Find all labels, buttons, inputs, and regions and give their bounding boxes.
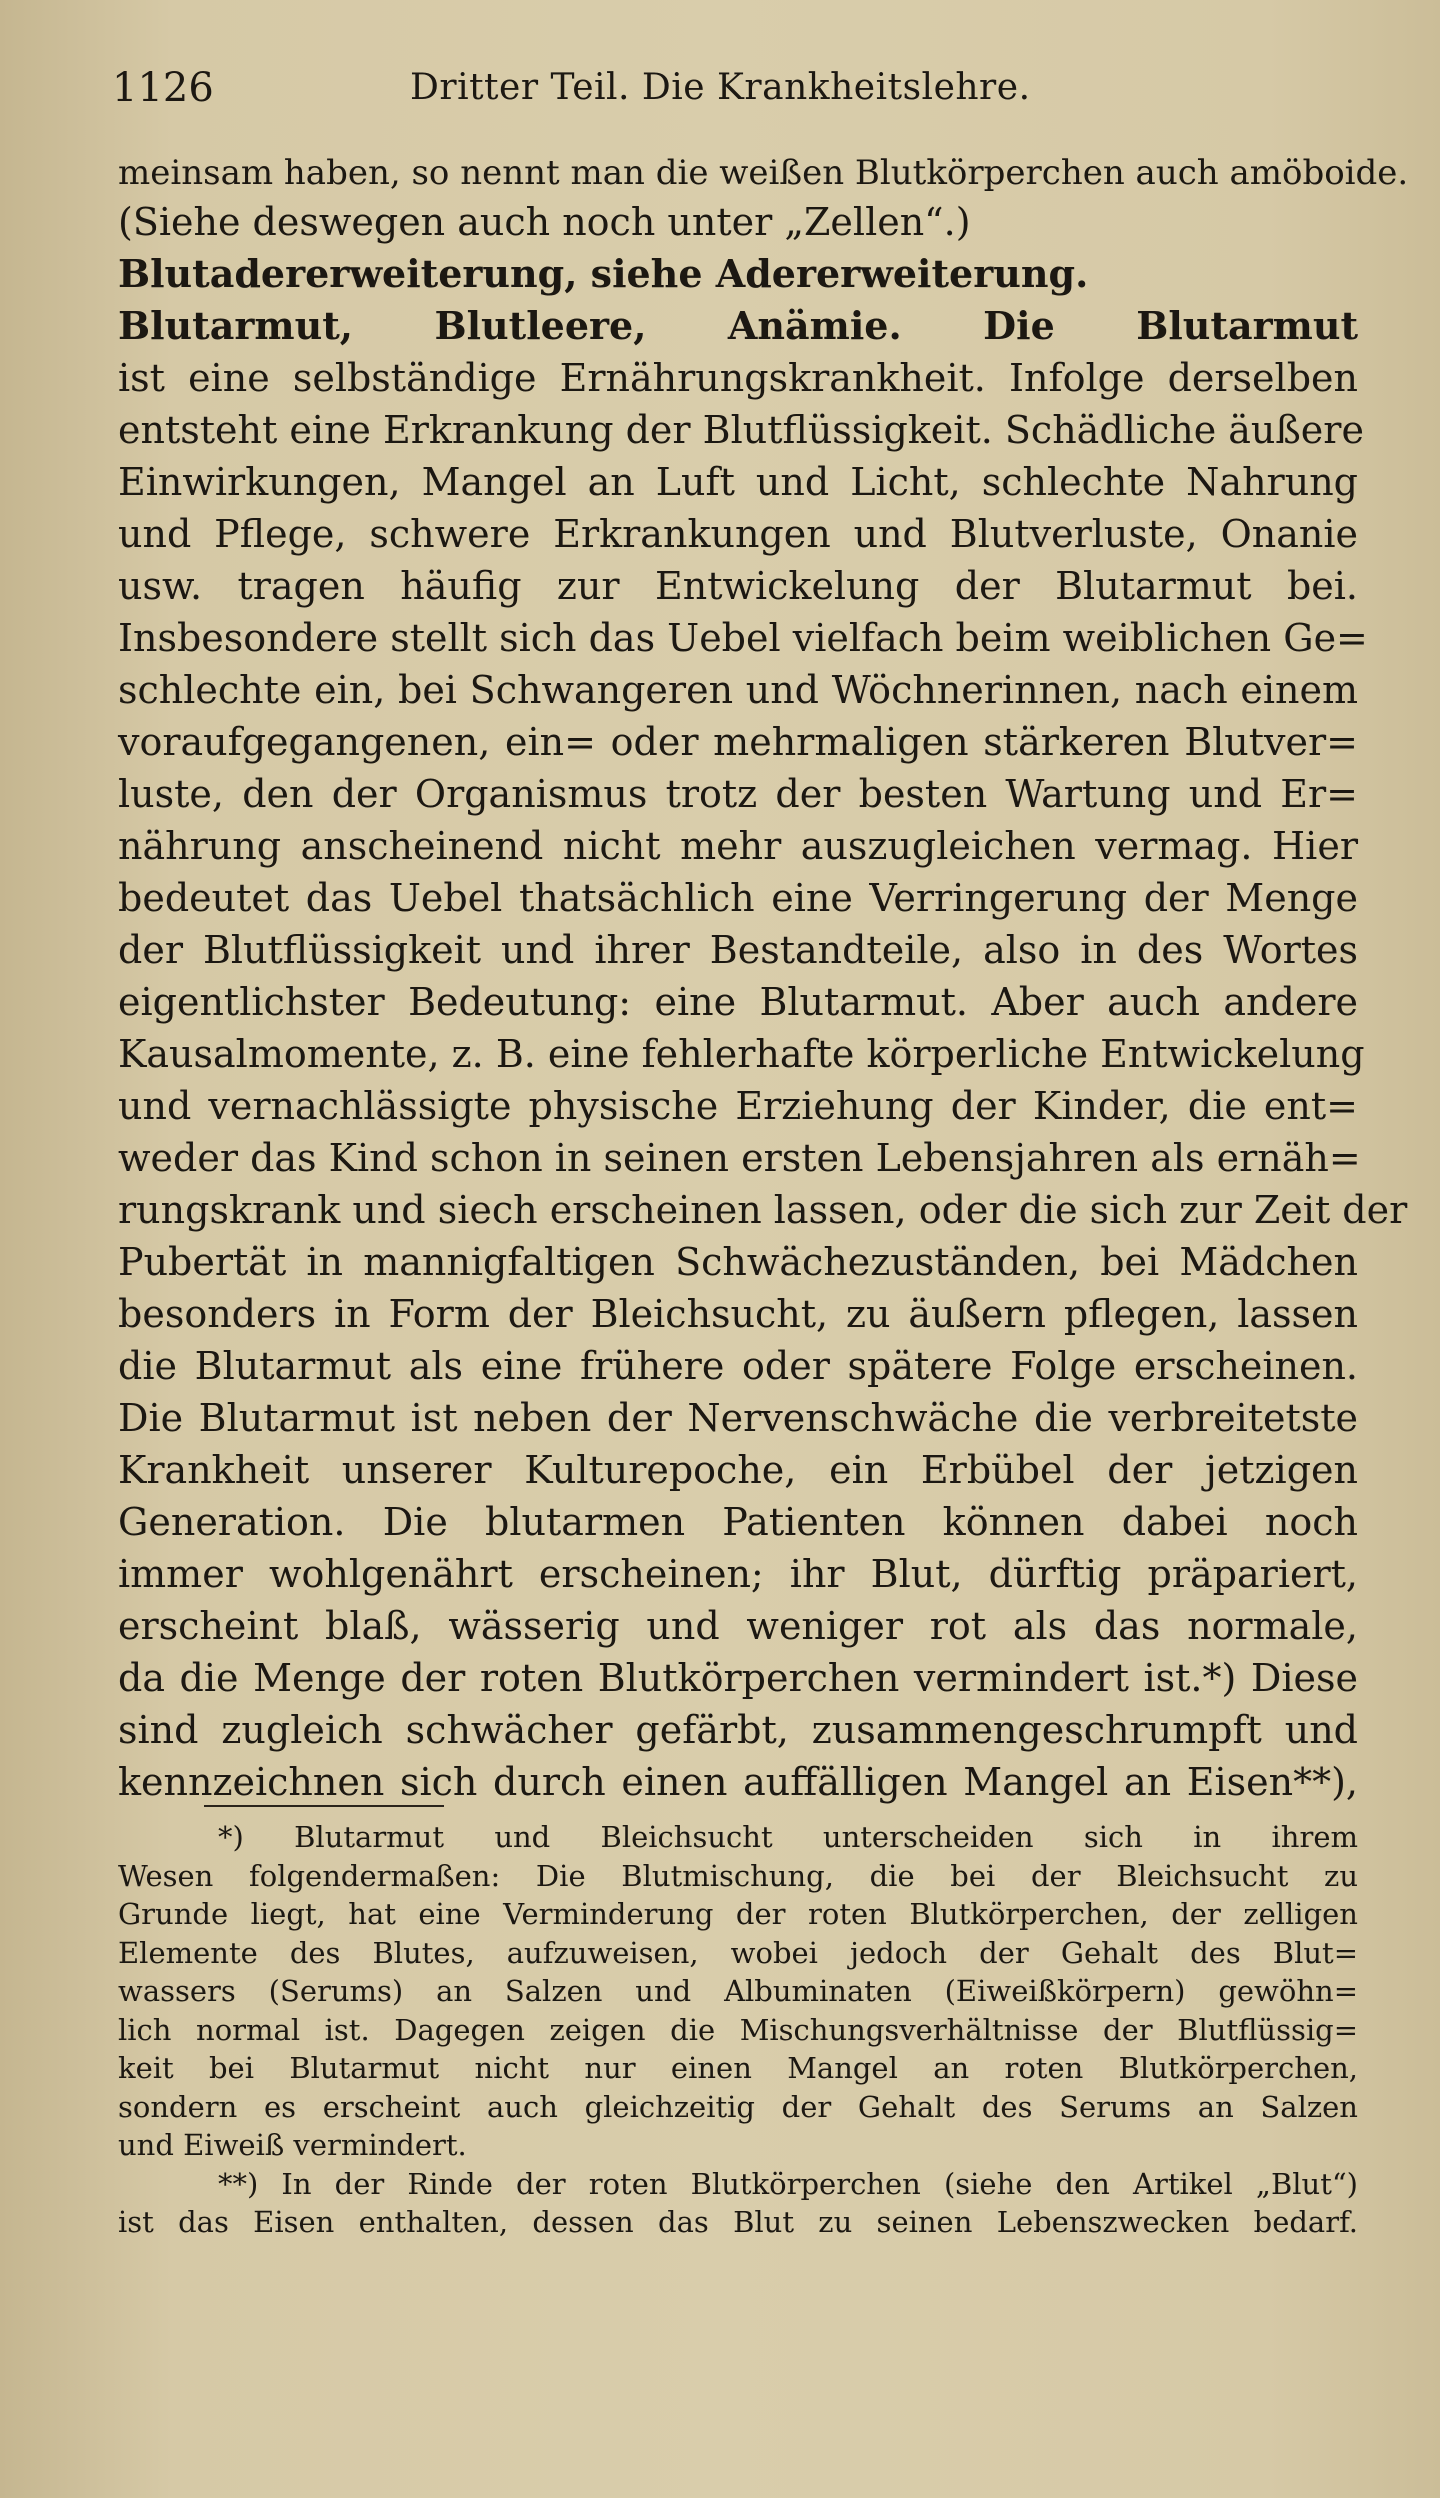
footnote-line: sondern es erscheint auch gleichzeitig der Gehalt des Serums an Salzen [118,2089,1358,2124]
text-line: nährung anscheinend nicht mehr auszugleichen vermag. Hier [118,824,1358,868]
text-line: Pubertät in mannigfaltigen Schwächezuständen, bei Mädchen [118,1240,1358,1284]
text-line: Die Blutarmut ist neben der Nervenschwäche die verbreitetste [118,1396,1358,1440]
main-text [118,150,1409,1808]
footnotes [118,1818,1358,2242]
text-line: besonders in Form der Bleichsucht, zu äußern pflegen, lassen [118,1292,1358,1336]
text-line: Kausalmomente, z. B. eine fehlerhafte körperliche Entwickelung [118,1032,1365,1076]
entry-heading: Blutadererweiterung, siehe Adererweiterung. [118,251,1089,296]
text-line: bedeutet das Uebel thatsächlich eine Verringerung der Menge [118,876,1358,920]
text-line: meinsam haben, so nennt man die weißen Blutkörperchen auch amöboide. [118,153,1409,193]
footnote-line: ist das Eisen enthalten, dessen das Blut zu seinen Lebenszwecken bedarf. [118,2205,1358,2239]
footnote-divider [204,1805,444,1807]
footnote-line: lich normal ist. Dagegen zeigen die Mischungsverhältnisse der Blutflüssig= [118,2012,1358,2047]
text-line: voraufgegangenen, ein= oder mehrmaligen stärkeren Blutver= [118,720,1358,764]
text-line: und Pflege, schwere Erkrankungen und Blutverluste, Onanie [118,512,1358,556]
footnote-line: Grunde liegt, hat eine Verminderung der roten Blutkörperchen, der zelligen [118,1897,1358,1931]
page-number: 1126 [112,65,214,111]
text-line: erscheint blaß, wässerig und weniger rot als das normale, [118,1604,1358,1648]
footnote-line: keit bei Blutarmut nicht nur einen Mangel an roten Blutkörperchen, [118,2051,1358,2085]
entry-heading-line [118,300,1358,352]
text-line: sind zugleich schwächer gefärbt, zusammengeschrumpft und [118,1708,1358,1752]
text-line: Krankheit unserer Kulturepoche, ein Erbübel der jetzigen [118,1448,1358,1492]
text-line: rungskrank und siech erscheinen lassen, oder die sich zur Zeit der [118,1188,1408,1232]
text-line: und vernachlässigte physische Erziehung der Kinder, die ent= [118,1084,1358,1128]
entry-heading: Blutarmut, Blutleere, Anämie. Die Blutarmut [118,303,1358,348]
footnote-line: *) Blutarmut und Bleichsucht unterscheiden sich in ihrem [218,1820,1358,1854]
footnote-line: Elemente des Blutes, aufzuweisen, wobei jedoch der Gehalt des Blut= [118,1935,1358,1970]
text-line: luste, den der Organismus trotz der besten Wartung und Er= [118,772,1358,816]
text-line: immer wohlgenährt erscheinen; ihr Blut, dürftig präpariert, [118,1552,1358,1596]
text-line: ist eine selbständige Ernährungskrankheit. Infolge derselben [118,356,1358,400]
footnote-line: und Eiweiß vermindert. [118,2128,467,2162]
text-line: Einwirkungen, Mangel an Luft und Licht, schlechte Nahrung [118,460,1358,504]
entry-heading-line [118,248,1358,300]
running-title: Dritter Teil. Die Krankheitslehre. [410,67,1031,108]
footnote-line: **) In der Rinde der roten Blutkörperchen (siehe den Artikel „Blut“) [218,2166,1358,2201]
footnote-line: wassers (Serums) an Salzen und Albuminaten (Eiweißkörpern) gewöhn= [118,1974,1358,2008]
text-line: der Blutflüssigkeit und ihrer Bestandteile, also in des Wortes [118,928,1358,972]
text-line: usw. tragen häufig zur Entwickelung der Blutarmut bei. [118,564,1358,608]
text-line: (Siehe deswegen auch noch unter „Zellen“.) [118,200,971,244]
page-header [112,58,1352,118]
text-line: schlechte ein, bei Schwangeren und Wöchnerinnen, nach einem [118,668,1358,712]
text-line: da die Menge der roten Blutkörperchen vermindert ist.*) Diese [118,1656,1358,1700]
text-line: weder das Kind schon in seinen ersten Lebensjahren als ernäh= [118,1136,1361,1180]
text-line: eigentlichster Bedeutung: eine Blutarmut. Aber auch andere [118,980,1358,1024]
text-line: Insbesondere stellt sich das Uebel vielfach beim weiblichen Ge= [118,616,1368,660]
text-line: kennzeichnen sich durch einen auffälligen Mangel an Eisen**), [118,1760,1358,1804]
text-line: die Blutarmut als eine frühere oder spätere Folge erscheinen. [118,1344,1358,1388]
text-line: entsteht eine Erkrankung der Blutflüssigkeit. Schädliche äußere [118,408,1364,452]
text-line: Generation. Die blutarmen Patienten können dabei noch [118,1500,1358,1544]
footnote-line: Wesen folgendermaßen: Die Blutmischung, die bei der Bleichsucht zu [118,1858,1358,1893]
